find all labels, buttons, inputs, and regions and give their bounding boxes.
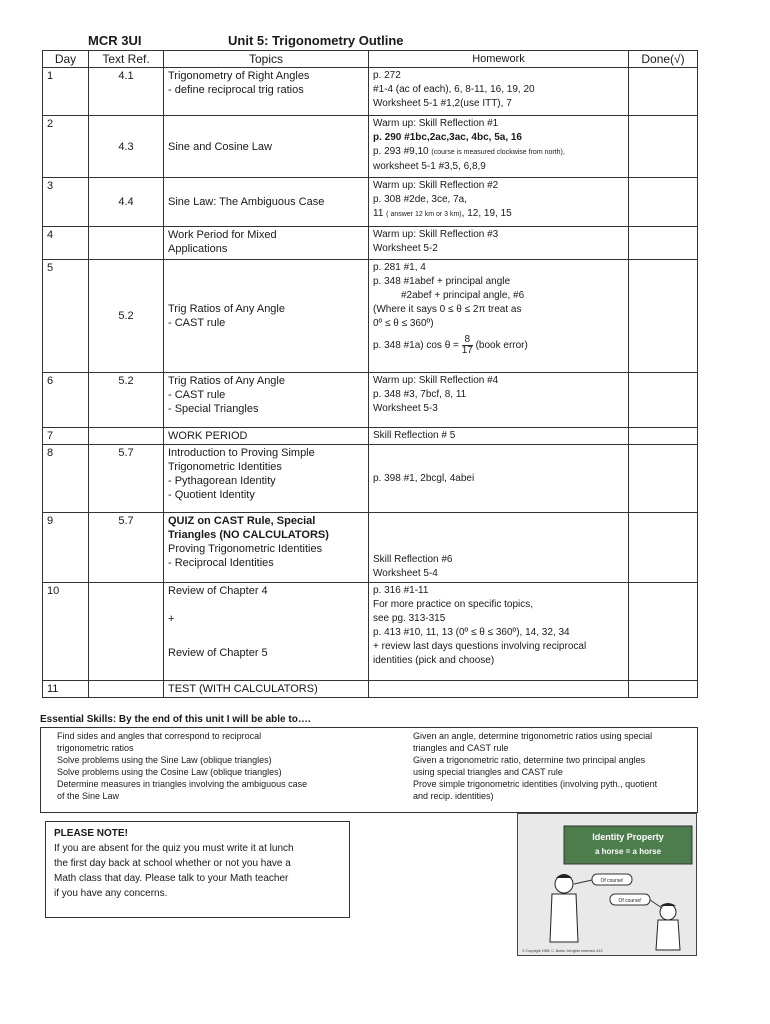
note-line: the first day back at school whether or not you have a (54, 858, 291, 869)
table-row (43, 116, 698, 178)
homework-cell (369, 227, 629, 260)
topic-cell (164, 445, 369, 513)
table-row (43, 227, 698, 260)
homework-text: 11 (373, 208, 384, 219)
col-homework: Homework (369, 51, 629, 68)
topic-cell (164, 681, 369, 698)
skill-line: Given a trigonometric ratio, determine two principal angles (413, 755, 646, 765)
homework-line: Skill Reflection #6 (373, 554, 453, 565)
homework-line: (Where it says 0 ≤ θ ≤ 2π treat as (373, 304, 522, 315)
done-checkbox-cell[interactable] (629, 583, 698, 681)
day-cell: 5 (43, 260, 89, 373)
table-row (43, 178, 698, 227)
fraction (462, 335, 473, 356)
col-topics: Topics (164, 51, 369, 68)
done-checkbox-cell[interactable] (629, 513, 698, 583)
homework-line: Worksheet 5-4 (373, 568, 438, 579)
topic-line: WORK PERIOD (168, 430, 248, 442)
note-line: if you have any concerns. (54, 888, 168, 899)
homework-line: p. 272 (373, 70, 401, 81)
topic-line: Trig Ratios of Any Angle (168, 303, 285, 315)
done-checkbox-cell[interactable] (629, 227, 698, 260)
topic-cell (164, 513, 369, 583)
topic-cell (164, 583, 369, 681)
homework-line: #2abef + principal angle, #6 (401, 290, 525, 301)
table-row (43, 428, 698, 445)
homework-line: Worksheet 5-1 #1,2(use ITT), 7 (373, 98, 512, 109)
homework-line: p. 281 #1, 4 (373, 262, 426, 273)
day-cell: 7 (43, 428, 89, 445)
homework-line: identities (pick and choose) (373, 655, 495, 666)
ref-cell: 5.2 (89, 260, 164, 373)
homework-cell (369, 178, 629, 227)
col-done: Done(√) (629, 51, 698, 68)
col-ref: Text Ref. (89, 51, 164, 68)
homework-line: worksheet 5-1 #3,5, 6,8,9 (373, 161, 486, 172)
table-row (43, 681, 698, 698)
topic-line-bold: QUIZ on CAST Rule, Special (168, 515, 316, 527)
day-cell: 6 (43, 373, 89, 428)
homework-line: #1-4 (ac of each), 6, 8-11, 16, 19, 20 (373, 84, 535, 95)
homework-line: Skill Reflection # 5 (373, 430, 456, 441)
topic-line: - CAST rule (168, 389, 226, 401)
ref-cell (89, 583, 164, 681)
topic-cell (164, 428, 369, 445)
day-cell: 8 (43, 445, 89, 513)
ref-cell: 4.1 (89, 68, 164, 116)
ref-cell (89, 428, 164, 445)
topic-cell (164, 260, 369, 373)
homework-line: p. 398 #1, 2bcgl, 4abei (373, 472, 475, 484)
homework-cell (369, 445, 629, 513)
topic-cell (164, 227, 369, 260)
note-title: PLEASE NOTE! (54, 828, 128, 839)
bubble-right-text: Of course! (618, 898, 642, 904)
skill-line: Determine measures in triangles involving the ambiguous case (57, 779, 308, 789)
topic-line: - Reciprocal Identities (168, 557, 274, 569)
skill-line: using special triangles and CAST rule (413, 767, 563, 777)
topic-line: Trigonometric Identities (168, 461, 282, 473)
skill-line: and recip. identities) (413, 791, 494, 801)
topic-line: Sine Law: The Ambiguous Case (168, 196, 325, 208)
homework-line: For more practice on specific topics, (373, 599, 534, 610)
homework-line: p. 290 #1bc,2ac,3ac, 4bc, 5a, 16 (373, 132, 522, 143)
done-checkbox-cell[interactable] (629, 260, 698, 373)
done-checkbox-cell[interactable] (629, 116, 698, 178)
homework-cell (369, 68, 629, 116)
topic-line: Proving Trigonometric Identities (168, 543, 323, 555)
table-row (43, 373, 698, 428)
done-checkbox-cell[interactable] (629, 373, 698, 428)
homework-line: p. 348 #3, 7bcf, 8, 11 (373, 389, 467, 400)
skill-line: of the Sine Law (57, 791, 120, 801)
essential-skills-right (413, 730, 695, 802)
topic-line: Trigonometry of Right Angles (168, 70, 310, 82)
please-note-box (45, 821, 350, 918)
skill-line: Prove simple trigonometric identities (involving pyth., quotient (413, 779, 658, 789)
homework-cell (369, 513, 629, 583)
homework-line: Warm up: Skill Reflection #1 (373, 118, 499, 129)
day-cell: 4 (43, 227, 89, 260)
skill-line: Given an angle, determine trigonometric ratios using special (413, 731, 653, 741)
ref-cell: 5.2 (89, 373, 164, 428)
done-checkbox-cell[interactable] (629, 68, 698, 116)
topic-line: - Pythagorean Identity (168, 475, 276, 487)
topic-line: Work Period for Mixed (168, 229, 277, 241)
essential-skills-box (40, 727, 698, 813)
topic-line: Review of Chapter 5 (168, 647, 268, 659)
bubble-left-text: Of course! (600, 878, 624, 884)
done-checkbox-cell[interactable] (629, 428, 698, 445)
ref-cell: 4.3 (89, 116, 164, 178)
essential-skills-left (57, 730, 357, 802)
skill-line: triangles and CAST rule (413, 743, 509, 753)
ref-cell: 4.4 (89, 178, 164, 227)
topic-line: Trig Ratios of Any Angle (168, 375, 285, 387)
homework-cell (369, 583, 629, 681)
homework-line: Worksheet 5-3 (373, 403, 438, 414)
note-line: If you are absent for the quiz you must write it at lunch (54, 843, 294, 854)
topic-line: Sine and Cosine Law (168, 140, 272, 153)
homework-cell (369, 681, 629, 698)
identity-cartoon (517, 813, 697, 956)
topic-line: - Special Triangles (168, 403, 259, 415)
table-row (43, 260, 698, 373)
day-cell: 1 (43, 68, 89, 116)
ref-cell: 5.7 (89, 445, 164, 513)
ref-cell (89, 227, 164, 260)
homework-line: Warm up: Skill Reflection #3 (373, 229, 499, 240)
homework-text: , 12, 19, 15 (461, 208, 512, 219)
topic-line: + (168, 613, 175, 625)
skill-line: Solve problems using the Cosine Law (oblique triangles) (57, 767, 282, 777)
homework-line: p. 413 #10, 11, 13 (0º ≤ θ ≤ 360º), 14, 32, 34 (373, 627, 570, 638)
day-cell: 2 (43, 116, 89, 178)
topic-line: TEST (WITH CALCULATORS) (168, 683, 318, 695)
topic-line: - Quotient Identity (168, 489, 255, 501)
topic-line: - CAST rule (168, 317, 226, 329)
essential-skills-title: Essential Skills: By the end of this unit I will be able to…. (40, 714, 311, 725)
table-row (43, 583, 698, 681)
note-line: Math class that day. Please talk to your Math teacher (54, 873, 289, 884)
homework-line: p. 316 #1-11 (373, 585, 429, 596)
skill-line: Solve problems using the Sine Law (oblique triangles) (57, 755, 272, 765)
homework-line: p. 348 #1abef + principal angle (373, 276, 511, 287)
homework-note: (course is measured clockwise from north), (431, 149, 565, 156)
done-checkbox-cell[interactable] (629, 178, 698, 227)
topic-line-bold: Triangles (NO CALCULATORS) (168, 529, 329, 541)
homework-cell (369, 116, 629, 178)
skill-line: Find sides and angles that correspond to reciprocal (57, 731, 262, 741)
homework-line: see pg. 313-315 (373, 613, 446, 624)
homework-text: p. 348 #1a) cos θ = (373, 340, 459, 352)
board-line: a horse = a horse (594, 847, 662, 856)
topic-cell (164, 116, 369, 178)
homework-line: p. 308 #2de, 3ce, 7a, (373, 194, 467, 205)
topic-cell (164, 373, 369, 428)
table-row (43, 68, 698, 116)
topic-line: - define reciprocal trig ratios (168, 84, 304, 96)
outline-table (42, 50, 698, 698)
homework-line (373, 207, 624, 222)
ref-cell (89, 681, 164, 698)
homework-line: Warm up: Skill Reflection #4 (373, 375, 499, 386)
topic-cell (164, 178, 369, 227)
done-checkbox-cell[interactable] (629, 681, 698, 698)
homework-cell (369, 260, 629, 373)
cartoon-copyright: © Copyright 1998, C. Burke. All rights reserved. #13 (522, 949, 603, 953)
homework-cell (369, 373, 629, 428)
fraction-denominator: 17 (461, 345, 473, 356)
homework-line (373, 335, 624, 356)
table-row (43, 445, 698, 513)
homework-line: 0º ≤ θ ≤ 360º) (373, 318, 434, 329)
ref-cell: 5.7 (89, 513, 164, 583)
fraction-numerator: 8 (462, 335, 473, 346)
page-title: Unit 5: Trigonometry Outline (228, 33, 404, 48)
cartoon-drawing (518, 814, 696, 955)
topic-line: Applications (168, 243, 228, 255)
skill-line: trigonometric ratios (57, 743, 134, 753)
topic-cell (164, 68, 369, 116)
homework-text: p. 293 #9,10 (373, 146, 429, 157)
course-code: MCR 3UI (88, 33, 142, 48)
homework-text: (book error) (475, 340, 528, 352)
homework-line: Worksheet 5-2 (373, 243, 438, 254)
day-cell: 11 (43, 681, 89, 698)
homework-line: + review last days questions involving reciprocal (373, 641, 587, 652)
homework-line (373, 145, 624, 160)
day-cell: 10 (43, 583, 89, 681)
day-cell: 9 (43, 513, 89, 583)
table-row (43, 513, 698, 583)
day-cell: 3 (43, 178, 89, 227)
col-day: Day (43, 51, 89, 68)
done-checkbox-cell[interactable] (629, 445, 698, 513)
homework-note: ( answer 12 km or 3 km) (386, 211, 462, 218)
board-title: Identity Property (592, 832, 664, 842)
homework-line: Warm up: Skill Reflection #2 (373, 180, 499, 191)
homework-cell (369, 428, 629, 445)
topic-line: Introduction to Proving Simple (168, 447, 315, 459)
topic-line: Review of Chapter 4 (168, 585, 268, 597)
